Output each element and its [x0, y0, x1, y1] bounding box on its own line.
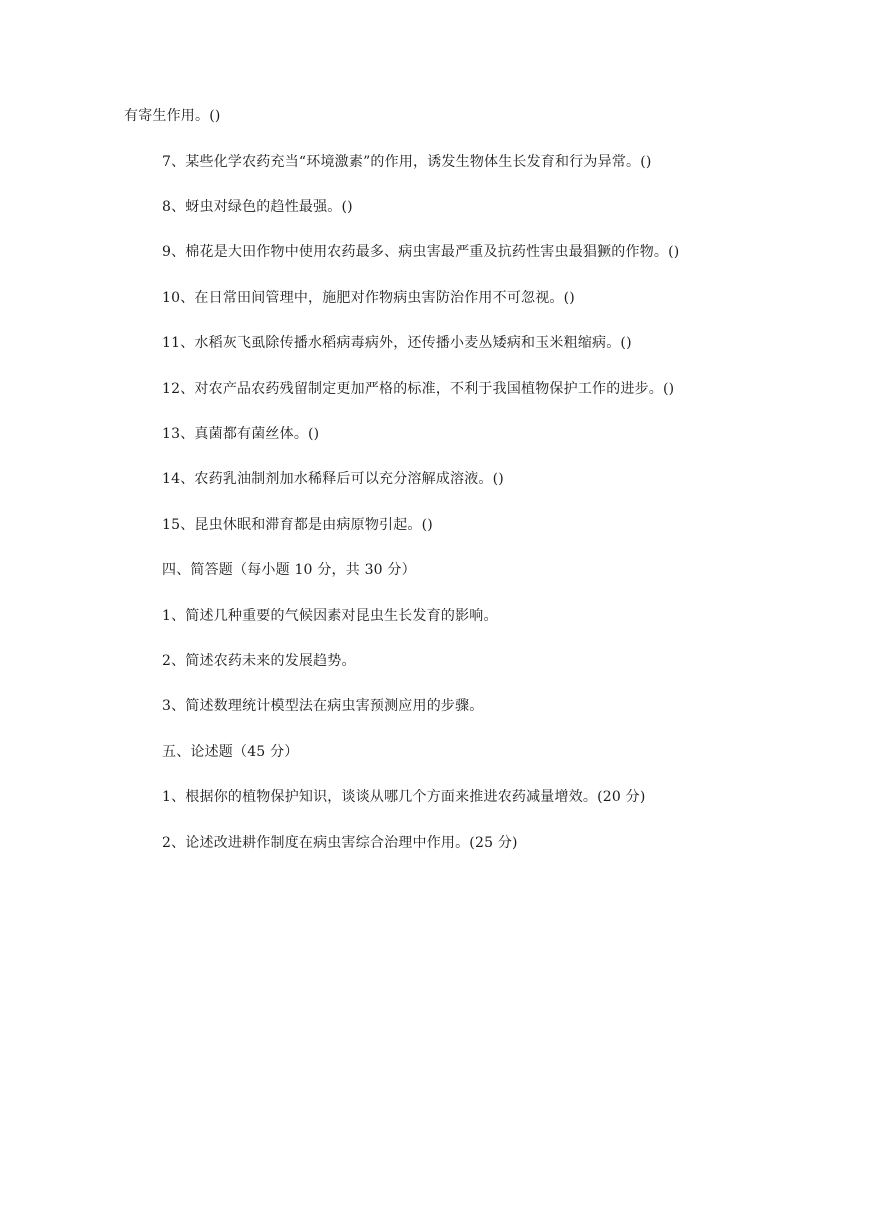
judgment-question-15: 15、昆虫休眠和滞育都是由病原物引起。() — [162, 517, 433, 533]
short-answer-question-1: 1、简述几种重要的气候因素对昆虫生长发育的影响。 — [162, 608, 498, 624]
judgment-question-8: 8、蚜虫对绿色的趋性最强。() — [162, 199, 353, 215]
judgment-question-14: 14、农药乳油制剂加水稀释后可以充分溶解成溶液。() — [162, 471, 504, 487]
short-answer-question-3: 3、简述数理统计模型法在病虫害预测应用的步骤。 — [162, 698, 484, 714]
judgment-question-7: 7、某些化学农药充当“环境激素”的作用，诱发生物体生长发育和行为异常。() — [162, 154, 652, 170]
judgment-question-12: 12、对农产品农药残留制定更加严格的标准，不利于我国植物保护工作的进步。() — [162, 381, 675, 397]
question-6-continuation: 有寄生作用。() — [124, 108, 221, 124]
short-answer-question-2: 2、简述农药未来的发展趋势。 — [162, 653, 356, 669]
section-heading-short-answer: 四、简答题（每小题 10 分，共 30 分） — [162, 562, 416, 578]
judgment-question-10: 10、在日常田间管理中，施肥对作物病虫害防治作用不可忽视。() — [162, 290, 575, 306]
judgment-question-9: 9、棉花是大田作物中使用农药最多、病虫害最严重及抗药性害虫最猖獗的作物。() — [162, 244, 680, 260]
essay-question-1: 1、根据你的植物保护知识，谈谈从哪几个方面来推进农药减量增效。(20 分) — [162, 789, 646, 805]
essay-question-2: 2、论述改进耕作制度在病虫害综合治理中作用。(25 分) — [162, 835, 518, 851]
section-heading-essay: 五、论述题（45 分） — [162, 744, 299, 760]
judgment-question-11: 11、水稻灰飞虱除传播水稻病毒病外，还传播小麦丛矮病和玉米粗缩病。() — [162, 335, 632, 351]
judgment-question-13: 13、真菌都有菌丝体。() — [162, 426, 320, 442]
